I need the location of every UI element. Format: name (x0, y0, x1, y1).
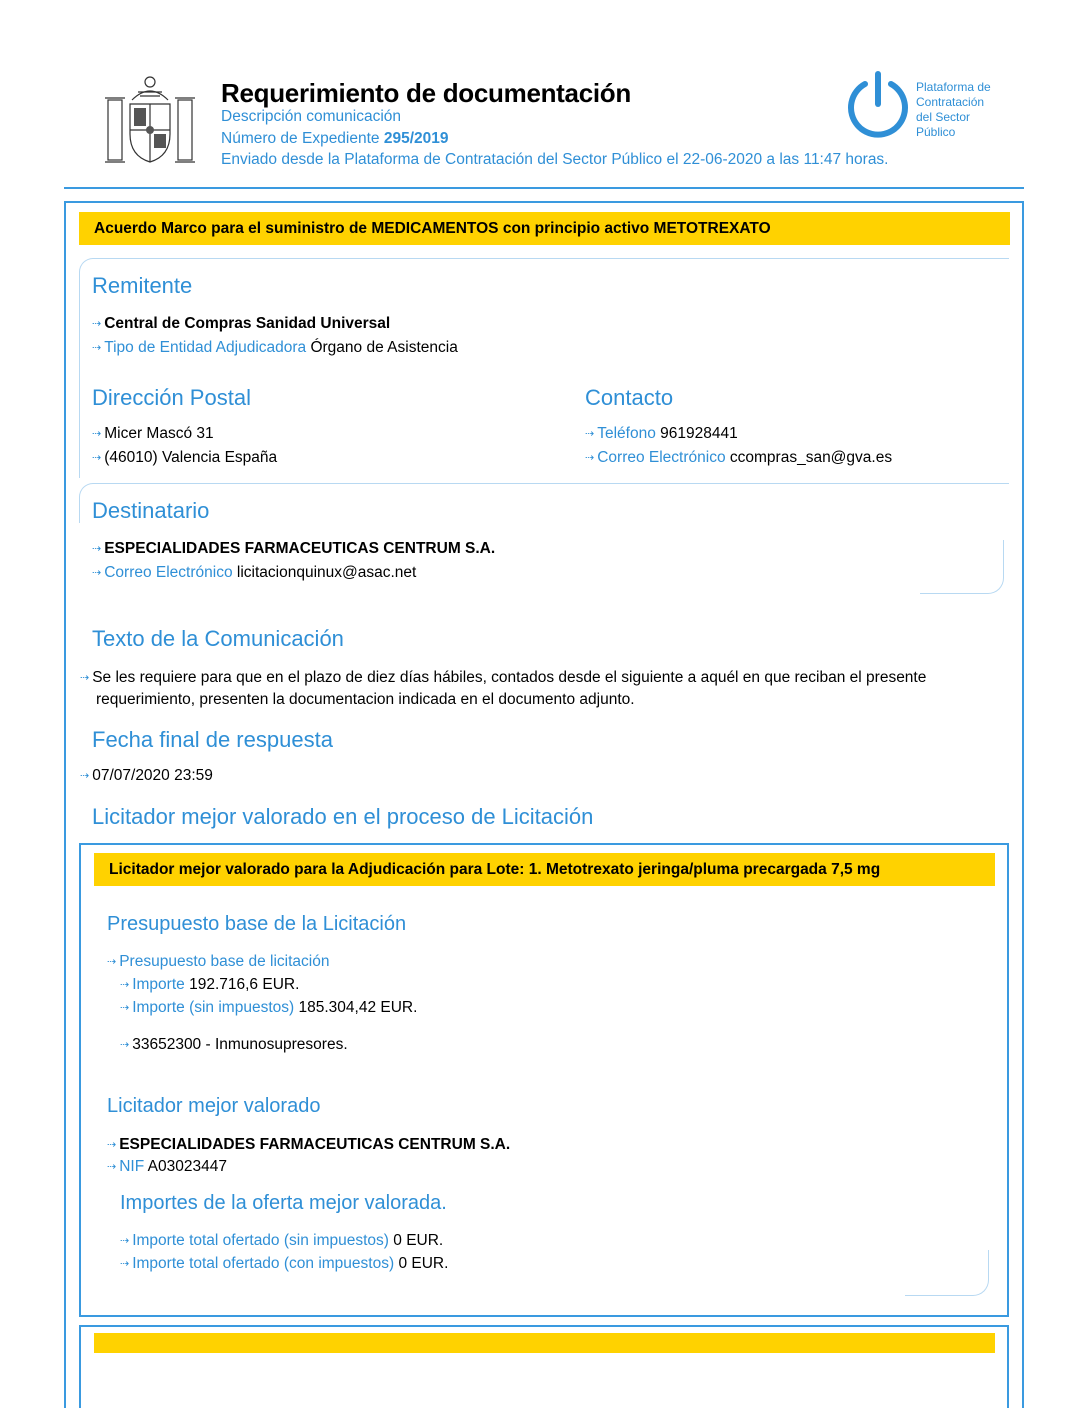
fecha-line (80, 767, 213, 785)
cpv-value: 33652300 - Inmunosupresores. (132, 1036, 348, 1053)
entity-type-label: Tipo de Entidad Adjudicadora (104, 339, 307, 356)
arrow-icon: ⇢ (585, 428, 595, 440)
arrow-icon: ⇢ (120, 979, 130, 991)
expediente-line (221, 130, 449, 148)
logo-text-line: Contratación (916, 95, 985, 109)
total-con-label: Importe total ofertado (con impuestos) (132, 1255, 395, 1272)
arrow-icon: ⇢ (92, 428, 102, 440)
texto-line-1-value: Se les requiere para que en el plazo de diez días hábiles, contados desde el siguiente a aquél en que reciban el presente (92, 669, 927, 686)
phone-value: 961928441 (660, 425, 738, 442)
remitente-name: Central de Compras Sanidad Universal (104, 315, 391, 332)
importe-value: 192.716,6 EUR. (189, 976, 300, 993)
phone-label: Teléfono (597, 425, 656, 442)
contact-email-line (585, 449, 892, 467)
contact-email-value[interactable]: ccompras_san@gva.es (729, 449, 893, 466)
logo-text-line: del Sector (916, 110, 971, 124)
nif-label: NIF (119, 1158, 145, 1175)
texto-line-2: requerimiento, presenten la documentacion indicada en el documento adjunto. (96, 691, 635, 708)
importes-curve (905, 1250, 989, 1296)
description-line: Descripción comunicación (221, 108, 402, 125)
arrow-icon: ⇢ (92, 543, 102, 555)
destinatario-curve (920, 540, 1004, 594)
arrow-icon: ⇢ (120, 1258, 130, 1270)
document-title: Requerimiento de documentación (221, 78, 631, 108)
arrow-icon: ⇢ (92, 567, 102, 579)
header-divider (64, 187, 1024, 189)
sent-line: Enviado desde la Plataforma de Contratación del Sector Público el 22-06-2020 a las 11:47 horas. (221, 151, 889, 168)
logo-text-line: Público (916, 125, 956, 139)
destinatario-name-line (92, 540, 495, 558)
arrow-icon: ⇢ (107, 956, 117, 968)
destinatario-heading: Destinatario (92, 498, 210, 523)
entity-type-value: Órgano de Asistencia (310, 339, 458, 356)
lot-title-bar: Licitador mejor valorado para la Adjudicación para Lote: 1. Metotrexato jeringa/pluma precargada 7,5 mg (94, 853, 995, 886)
destinatario-name: ESPECIALIDADES FARMACEUTICAS CENTRUM S.A. (104, 540, 496, 557)
nif-line (107, 1158, 227, 1176)
total-con-value: 0 EUR. (398, 1255, 449, 1272)
cpv-line (120, 1036, 348, 1054)
mejor-valorado-heading: Licitador mejor valorado (107, 1095, 321, 1117)
next-lot-title-bar (94, 1333, 995, 1353)
street-line (92, 425, 214, 443)
arrow-icon: ⇢ (92, 318, 102, 330)
arrow-icon: ⇢ (92, 342, 102, 354)
mejor-name: ESPECIALIDADES FARMACEUTICAS CENTRUM S.A. (119, 1136, 511, 1153)
remitente-heading: Remitente (92, 273, 193, 298)
street-value: Micer Mascó 31 (104, 425, 214, 442)
expediente-label: Número de Expediente (221, 130, 380, 147)
arrow-icon: ⇢ (80, 770, 90, 782)
total-sin-label: Importe total ofertado (sin impuestos) (132, 1232, 389, 1249)
arrow-icon: ⇢ (107, 1161, 117, 1173)
entity-type-line (92, 339, 458, 357)
direccion-heading: Dirección Postal (92, 385, 251, 410)
contact-email-label: Correo Electrónico (597, 449, 726, 466)
presupuesto-heading: Presupuesto base de la Licitación (107, 913, 407, 935)
total-con-line (120, 1255, 448, 1273)
texto-line-1 (80, 669, 926, 687)
platform-logo-text (916, 80, 991, 140)
destinatario-frame (79, 483, 1009, 523)
mejor-name-line (107, 1136, 510, 1154)
remitente-name-line (92, 315, 390, 333)
presupuesto-line (107, 953, 329, 971)
contacto-heading: Contacto (585, 385, 674, 410)
fecha-value: 07/07/2020 23:59 (92, 767, 213, 784)
arrow-icon: ⇢ (120, 1039, 130, 1051)
phone-line (585, 425, 738, 443)
expediente-value: 295/2019 (383, 130, 449, 147)
arrow-icon: ⇢ (80, 672, 90, 684)
importe-sin-value: 185.304,42 EUR. (298, 999, 418, 1016)
arrow-icon: ⇢ (120, 1235, 130, 1247)
platform-power-icon (846, 70, 910, 140)
contract-title-bar: Acuerdo Marco para el suministro de MEDICAMENTOS con principio activo METOTREXATO (79, 212, 1010, 245)
arrow-icon: ⇢ (120, 1002, 130, 1014)
destinatario-email-label: Correo Electrónico (104, 564, 233, 581)
logo-text-line: Plataforma de (916, 80, 991, 94)
total-sin-value: 0 EUR. (393, 1232, 444, 1249)
city-line (92, 449, 277, 467)
destinatario-email-value[interactable]: licitacionquinux@asac.net (236, 564, 417, 581)
presupuesto-label: Presupuesto base de licitación (119, 953, 330, 970)
city-value: (46010) Valencia España (104, 449, 278, 466)
arrow-icon: ⇢ (107, 1139, 117, 1151)
destinatario-email-line (92, 564, 416, 582)
arrow-icon: ⇢ (585, 452, 595, 464)
importes-oferta-heading: Importes de la oferta mejor valorada. (120, 1192, 447, 1214)
importe-sin-label: Importe (sin impuestos) (132, 999, 295, 1016)
importe-line (120, 976, 299, 994)
fecha-heading: Fecha final de respuesta (92, 727, 333, 752)
importe-sin-line (120, 999, 417, 1017)
total-sin-line (120, 1232, 443, 1250)
importe-label: Importe (132, 976, 185, 993)
licitador-heading: Licitador mejor valorado en el proceso de Licitación (92, 804, 594, 829)
remitente-frame (79, 258, 1009, 478)
coat-of-arms-logo (100, 70, 200, 170)
nif-value: A03023447 (147, 1158, 227, 1175)
texto-heading: Texto de la Comunicación (92, 626, 344, 651)
arrow-icon: ⇢ (92, 452, 102, 464)
